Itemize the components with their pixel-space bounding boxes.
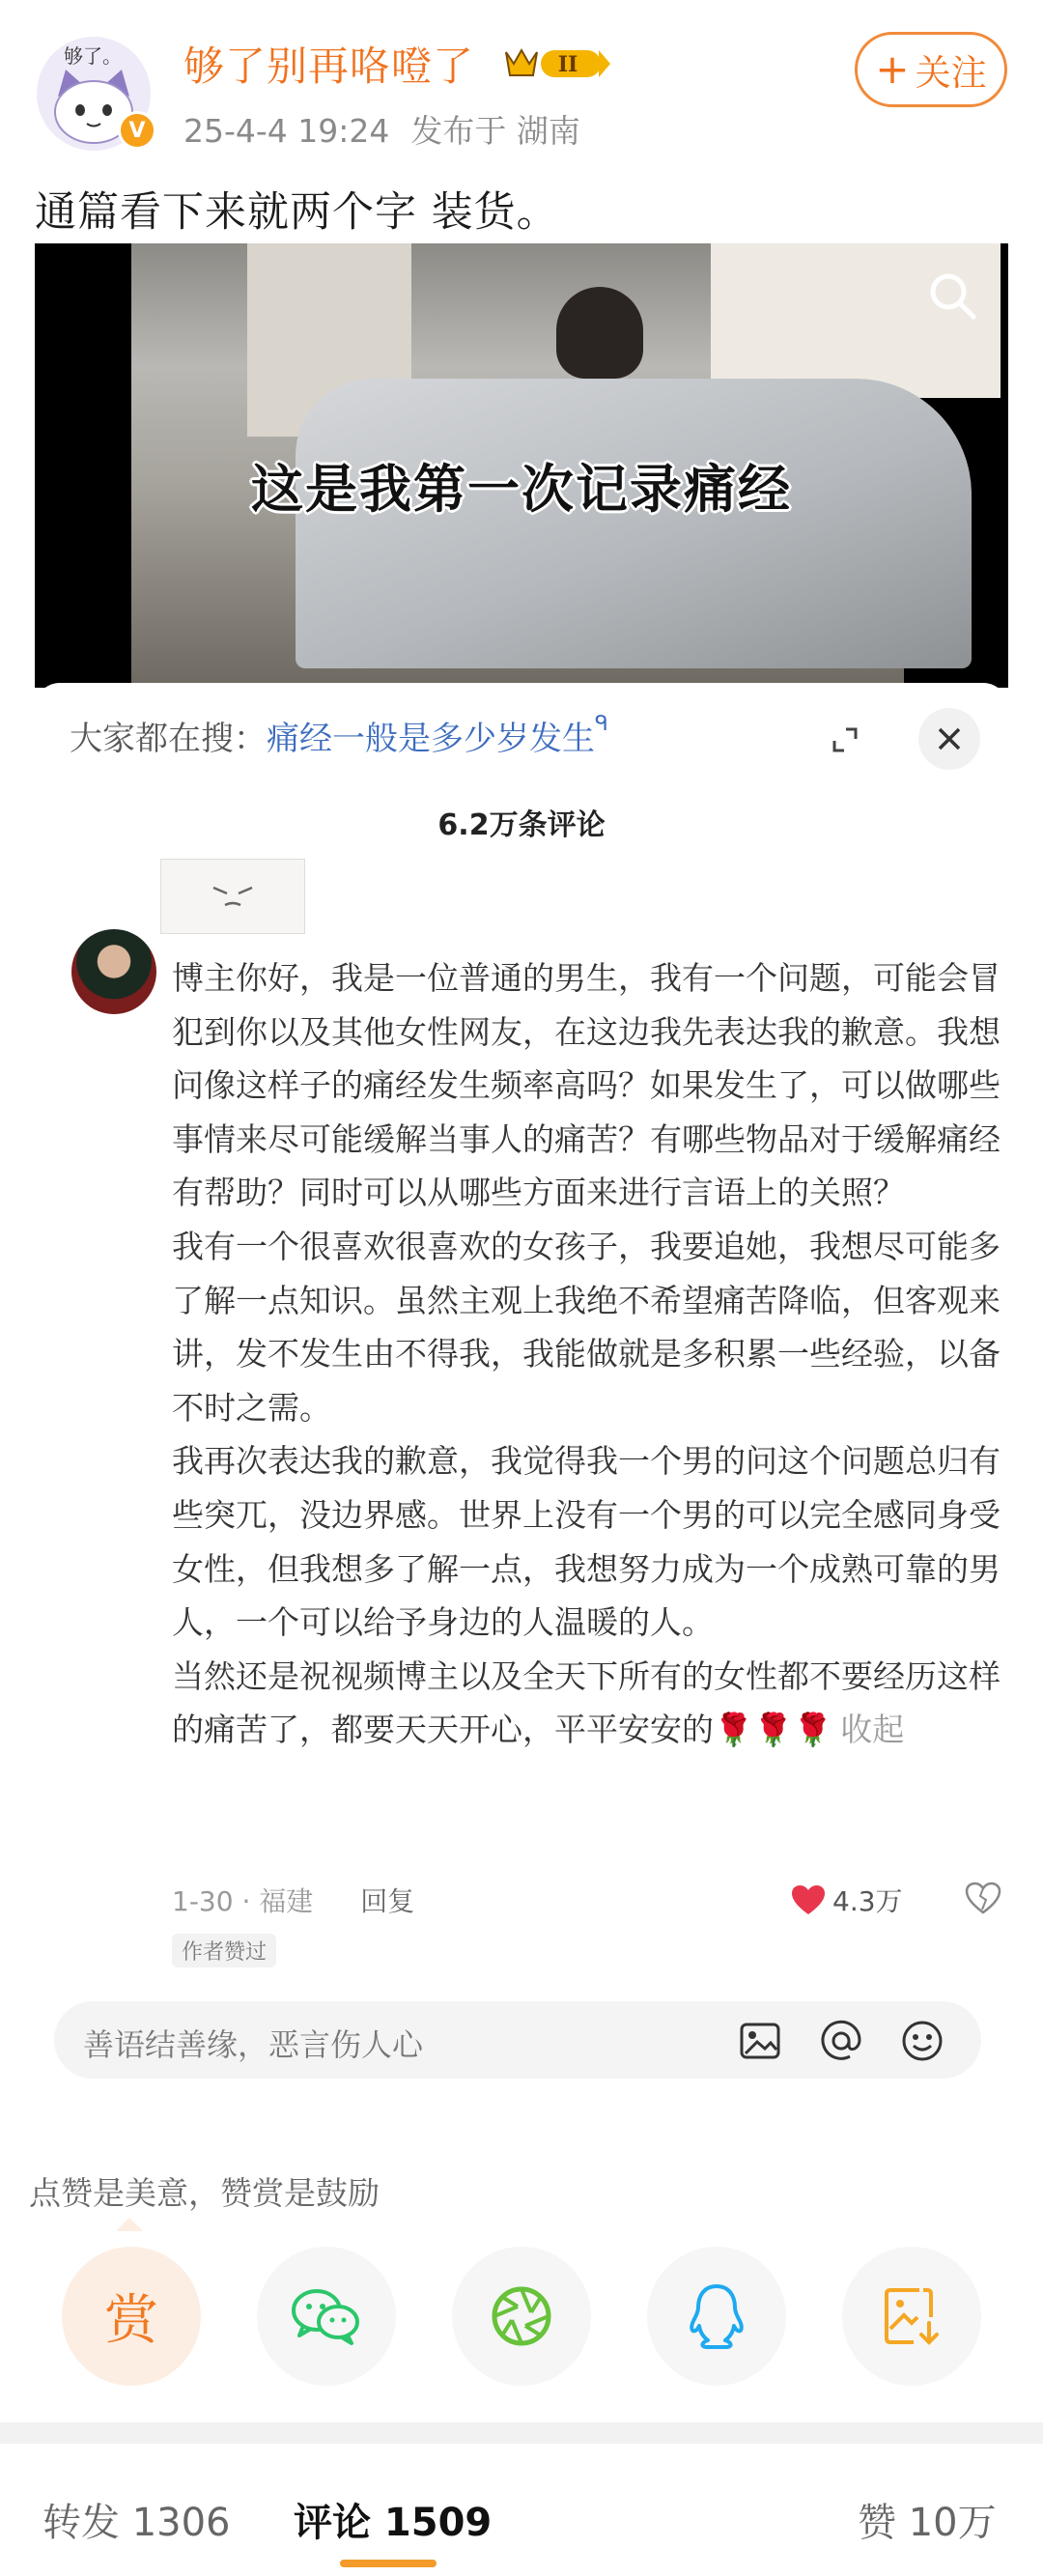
hot-search-keyword: 痛经一般是多少岁发生 [267,720,595,758]
hot-search-prefix: 大家都在搜： [70,720,267,758]
save-image-icon [881,2284,943,2348]
comment-paragraph: 当然还是祝视频博主以及全天下所有的女性都不要经历这样的痛苦了，都要天天开心，平平安安的 [172,1656,1001,1749]
post-location: 发布于 湖南 [410,112,580,150]
post-header [0,0,1043,164]
close-icon [936,725,963,752]
heart-filled-icon [790,1883,827,1916]
section-divider [0,2422,1043,2444]
comment-input-placeholder: 善语结善缘，恶言伤人心 [83,2026,424,2063]
video-person [556,287,643,379]
comment-date: 1-30 [172,1885,234,1917]
video-frame [35,243,1008,688]
comment-paragraph: 博主你好，我是一位普通的男生，我有一个问题，可能会冒犯到你以及其他女性网友，在这边我先表达我的歉意。我想问像这样子的痛经发生频率高吗？如果发生了，可以做哪些事情来尽可能缓解当事人的痛苦？有哪些物品对于缓解痛经有帮助？同时可以从哪些方面来进行言语上的关照？ [172,959,1001,1212]
reward-tip: 点赞是美意，赞赏是鼓励 [29,2174,380,2212]
moments-shutter-icon [489,2283,554,2349]
bottom-tabs [0,2444,1043,2576]
comment-reply: 回复 [360,1885,415,1917]
video-caption: 这是我第一次记录痛经 [251,459,792,520]
comment-paragraph-last [172,1650,1002,1757]
verified-badge-icon: V [118,111,156,150]
share-wechat-button[interactable] [257,2247,396,2386]
wechat-icon [290,2285,363,2347]
image-icon [738,2019,782,2063]
tab-like[interactable]: 赞 10万 [858,2501,997,2545]
post-text: 通篇看下来就两个字 装货。 [35,188,559,237]
level-badge-text: II [557,52,578,77]
author-liked-badge: 作者赞过 [172,1934,276,1967]
reward-tip-caret [116,2218,143,2231]
share-qq-button[interactable] [647,2247,786,2386]
tab-repost[interactable]: 转发 1306 [42,2501,231,2545]
reward-button[interactable] [62,2247,201,2386]
avatar-text: 够了。 [64,44,122,68]
follow-button[interactable] [855,32,1007,107]
qq-penguin-icon [687,2282,747,2350]
post-date: 25-4-4 19:24 [183,112,390,150]
expand-icon [827,722,863,758]
emoji-icon [900,2019,944,2063]
comment-likes [790,1881,903,1919]
commenter-avatar [71,929,156,1014]
angry-face-icon [204,880,262,913]
comment-location: 福建 [259,1885,314,1917]
save-image-button[interactable] [842,2247,981,2386]
comment-paragraph: 我再次表达我的歉意，我觉得我一个男的问这个问题总归有些突兀，没边界感。世界上没有一个男的可以完全感同身受女性，但我想多了解一点，我想努力成为一个成熟可靠的男人，一个可以给予身边的人温暖的人。 [172,1442,1001,1642]
comment-body [172,951,1002,1757]
fold-label: 收起 [840,1711,905,1749]
hot-search [70,712,608,759]
hot-search-mini-icon: ᑫ [595,712,608,736]
at-mention-icon [819,2019,863,2063]
follow-plus: + [875,45,910,93]
share-moments-button[interactable] [452,2247,591,2386]
level-badge-icon [502,42,613,83]
comment-likes-count: 4.3万 [832,1885,903,1917]
rose-emojis: 🌹🌹🌹 [714,1711,833,1749]
video-blanket [296,379,972,668]
close-button [918,708,980,770]
post-meta [183,106,580,152]
comment-paragraph: 我有一个很喜欢很喜欢的女孩子，我要追她，我想尽可能多了解一点知识。虽然主观上我绝不希望痛苦降临，但客观来讲，发不发生由不得我，我能做就是多积累一些经验，以备不时之需。 [172,1227,1001,1427]
comment-panel [35,683,1008,2108]
comment-count: 6.2万条评论 [437,808,606,842]
reward-label: 赏 [104,2289,158,2352]
post-image[interactable] [35,243,1008,2108]
comment-sep: · [241,1885,251,1917]
search-icon [923,267,981,325]
tab-comment[interactable]: 评论 1509 [294,2501,493,2545]
comment-meta [172,1881,1002,1929]
heart-broken-icon [964,1881,1002,1915]
sticker-image [160,859,305,934]
follow-label: 关注 [915,52,987,94]
share-row [0,2247,1043,2392]
username[interactable]: 够了别再咯噔了 [183,42,475,90]
tab-active-indicator [340,2560,437,2567]
comment-input [54,2001,981,2079]
